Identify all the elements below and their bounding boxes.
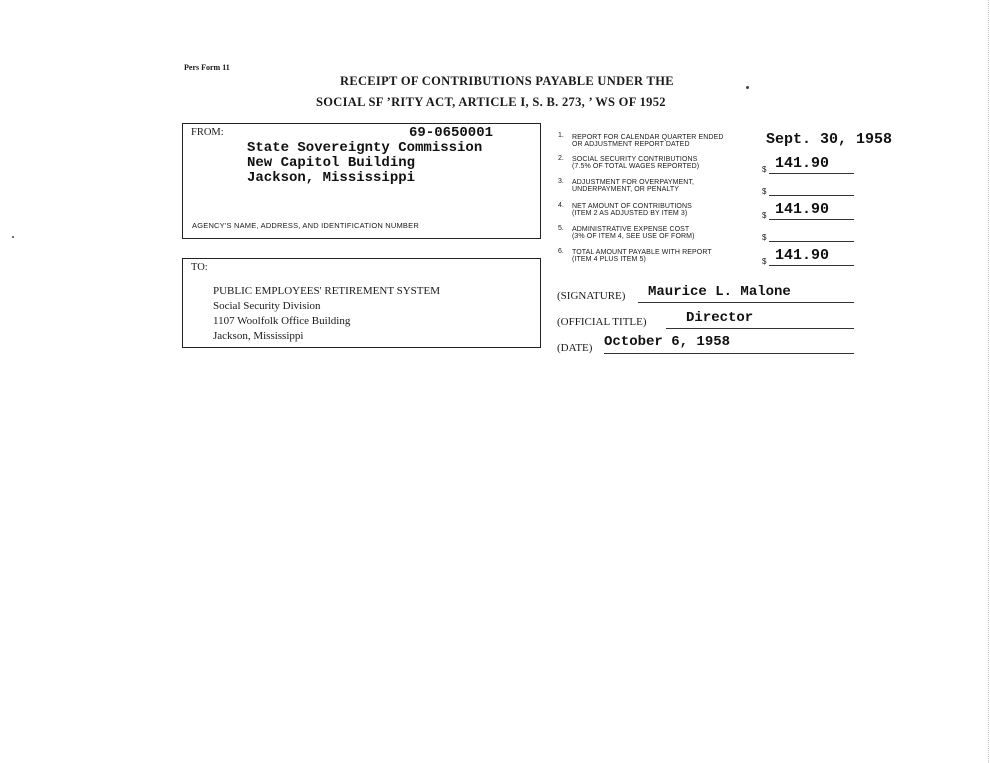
- signature-line: [638, 283, 854, 303]
- item-number: 6.: [558, 248, 564, 255]
- agency-name: State Sovereignty Commission: [247, 140, 483, 156]
- ss-contributions-value: 141.90: [775, 155, 830, 172]
- dollar-sign: $: [762, 211, 767, 220]
- amount-line: [769, 221, 854, 242]
- to-line4: Jackson, Mississippi: [213, 330, 304, 342]
- date-value: October 6, 1958: [604, 334, 731, 350]
- item-label-line2: (ITEM 4 PLUS ITEM 5): [572, 256, 646, 263]
- amount-line: [769, 175, 854, 196]
- agency-footer-label: AGENCY'S NAME, ADDRESS, AND IDENTIFICATION NUMBER: [192, 221, 419, 230]
- dollar-sign: $: [762, 165, 767, 174]
- to-label: TO:: [191, 262, 208, 273]
- dollar-sign: $: [762, 233, 767, 242]
- agency-address2: Jackson, Mississippi: [247, 170, 416, 186]
- item-label-line1: ADJUSTMENT FOR OVERPAYMENT,: [572, 179, 695, 186]
- quarter-ended-value: Sept. 30, 1958: [766, 131, 893, 148]
- from-box: [182, 123, 541, 239]
- item-number: 4.: [558, 202, 564, 209]
- agency-id: 69-0650001: [409, 125, 494, 141]
- form-title-line2: SOCIAL SF ’RITY ACT, ARTICLE I, S. B. 273, ’ WS OF 1952: [316, 95, 666, 109]
- speck-mark: [746, 86, 749, 89]
- to-line2: Social Security Division: [213, 300, 321, 312]
- official-title-value: Director: [686, 310, 754, 326]
- date-line: [604, 333, 854, 354]
- to-box: [182, 258, 541, 348]
- amount-line: [769, 153, 854, 174]
- to-line1: PUBLIC EMPLOYEES' RETIREMENT SYSTEM: [213, 285, 440, 297]
- form-title-line1: RECEIPT OF CONTRIBUTIONS PAYABLE UNDER THE: [340, 74, 674, 88]
- item-label-line1: REPORT FOR CALENDAR QUARTER ENDED: [572, 134, 724, 141]
- item-label-line1: ADMINISTRATIVE EXPENSE COST: [572, 226, 690, 233]
- official-title-label: (OFFICIAL TITLE): [557, 316, 647, 328]
- agency-address1: New Capitol Building: [247, 155, 416, 171]
- dollar-sign: $: [762, 187, 767, 196]
- item-number: 2.: [558, 155, 564, 162]
- form-id: Pers Form 11: [184, 63, 230, 72]
- dollar-sign: $: [762, 257, 767, 266]
- signature-label: (SIGNATURE): [557, 290, 626, 302]
- from-label: FROM:: [191, 127, 224, 138]
- to-line3: 1107 Woolfolk Office Building: [213, 315, 351, 327]
- date-label: (DATE): [557, 342, 593, 354]
- item-label-line2: UNDERPAYMENT, OR PENALTY: [572, 186, 680, 193]
- item-label-line2: OR ADJUSTMENT REPORT DATED: [572, 141, 690, 148]
- item-number: 5.: [558, 225, 564, 232]
- item-label-line2: (7.5% OF TOTAL WAGES REPORTED): [572, 163, 700, 170]
- item-label-line2: (ITEM 2 AS ADJUSTED BY ITEM 3): [572, 210, 688, 217]
- item-label-line2: (3% OF ITEM 4, SEE USE OF FORM): [572, 233, 695, 240]
- item-label-line1: TOTAL AMOUNT PAYABLE WITH REPORT: [572, 249, 712, 256]
- item-label-line1: NET AMOUNT OF CONTRIBUTIONS: [572, 203, 692, 210]
- amount-line: [769, 199, 854, 220]
- item-number: 3.: [558, 178, 564, 185]
- item-number: 1.: [558, 132, 564, 139]
- speck-mark: [12, 236, 14, 238]
- total-payable-value: 141.90: [775, 247, 830, 264]
- official-title-line: [666, 309, 854, 329]
- item-label-line1: SOCIAL SECURITY CONTRIBUTIONS: [572, 156, 698, 163]
- signature-value: Maurice L. Malone: [648, 284, 791, 300]
- net-contributions-value: 141.90: [775, 201, 830, 218]
- amount-line: [769, 245, 854, 266]
